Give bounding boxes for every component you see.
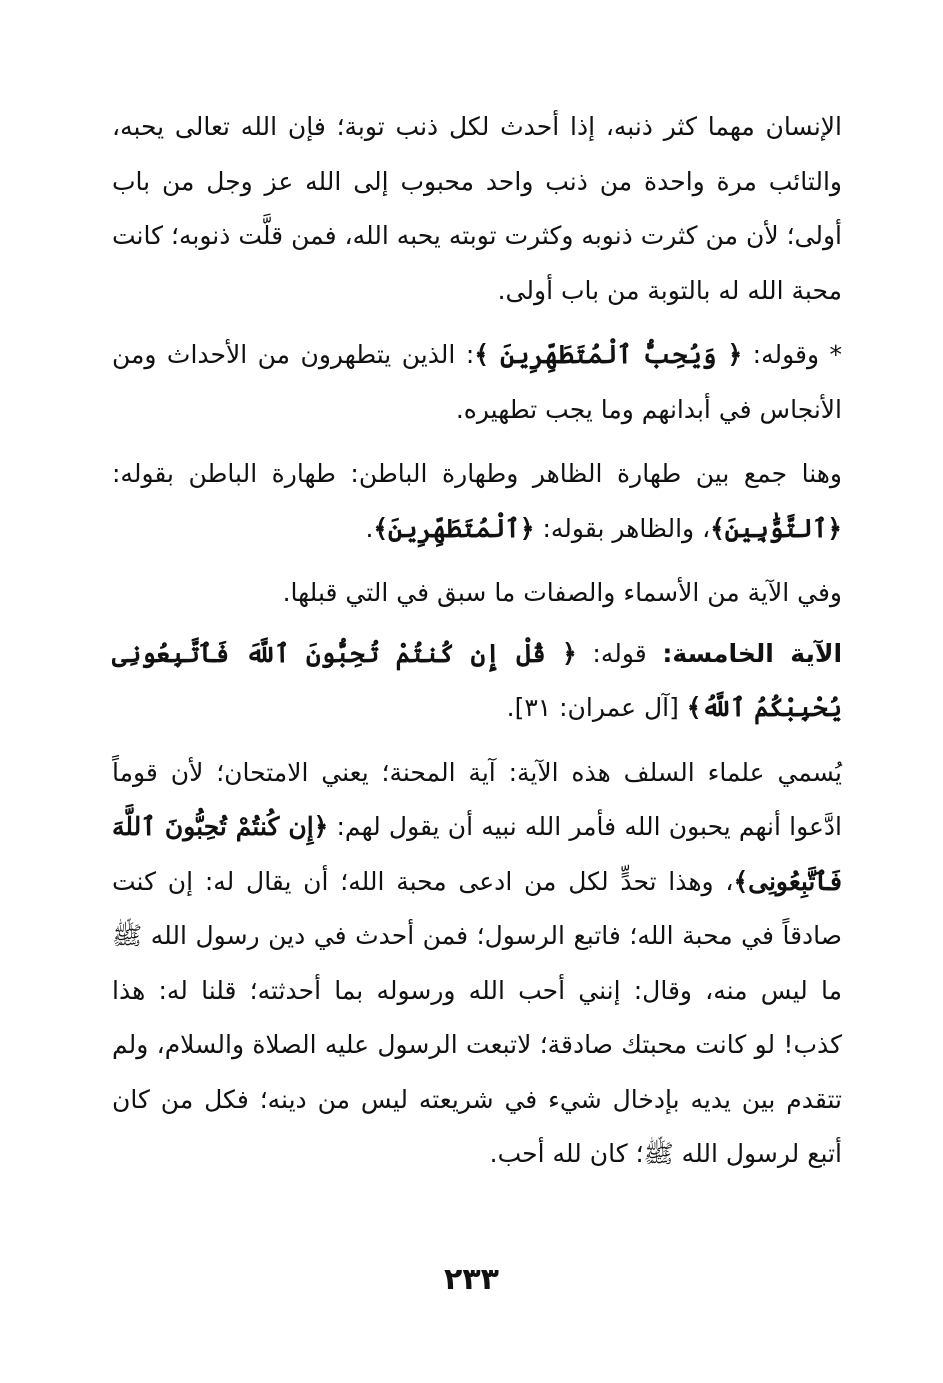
paragraph-5-lead: قوله:: [576, 638, 663, 668]
paragraph-3-middle: ، والظاهر بقوله:: [534, 513, 711, 543]
paragraph-6-lead: يُسمي علماء السلف هذه الآية: آية المحنة؛ يعني الامتحان؛ لأن قوماً ادَّعوا أنهم يحبون الله فأمر الله نبيه أن يقول لهم:: [112, 757, 842, 841]
section-heading: الآية الخامسة:: [662, 638, 843, 668]
paragraph-3-lead: وهنا جمع بين طهارة الظاهر وطهارة الباطن: طهارة الباطن بقوله:: [112, 459, 842, 488]
quran-quote: ﴿ٱلْمُتَطَهِّرِينَ﴾: [373, 513, 535, 543]
quran-quote: ﴿ وَيُحِبُّ ٱلْمُتَطَهِّرِينَ ﴾: [474, 340, 743, 369]
paragraph-2-rest: : الذين يتطهرون من الأحداث ومن الأنجاس في أبدانهم وما يجب تطهيره.: [112, 340, 842, 424]
paragraph-6: [112, 746, 842, 1182]
verse-citation: [آل عمران: ٣١].: [506, 693, 687, 722]
quran-quote: ﴿إِن كُنتُمْ تُحِبُّونَ ٱللَّهَ فَٱتَّبِعُونِى﴾: [112, 812, 842, 896]
paragraph-5: [112, 627, 842, 736]
paragraph-6-rest: ، وهذا تحدٍّ لكل من ادعى محبة الله؛ أن يقال له: إن كنت صادقاً في محبة الله؛ فاتبع الرسول؛ فمن أحدث في دين رسول الله ﷺ ما ليس منه، وقال: إنني أحب الله ورسوله بما أحدثته؛ قلنا له: هذا كذب! لو كانت محبتك صادقة؛ لاتبعت الرسول عليه الصلاة والسلام، ولم تتقدم بين يديه بإدخال شيء في شريعته ليس من دينه؛ فكل من كان أتبع لرسول الله ﷺ؛ كان لله أحب.: [112, 866, 842, 1168]
paragraph-2: [112, 328, 842, 437]
paragraph-1: [112, 100, 842, 318]
paragraph-3-end: .: [365, 513, 374, 543]
paragraph-4: [112, 566, 842, 621]
paragraph-3: [112, 447, 842, 556]
paragraph-4-text: وفي الآية من الأسماء والصفات ما سبق في التي قبلها.: [282, 578, 842, 607]
page-number: ٢٣٣: [444, 1262, 499, 1297]
quran-quote: ﴿ قُلْ إِن كُنتُمْ تُحِبُّونَ ٱللَّهَ فَٱتَّبِعُونِى يُحْبِبْكُمُ ٱللَّهُ﴾: [112, 638, 842, 722]
quran-quote: ﴿ٱلتَّوَّٰبِينَ﴾: [710, 513, 842, 543]
paragraph-1-text: الإنسان مهما كثر ذنبه، إذا أحدث لكل ذنب توبة؛ فإن الله تعالى يحبه، والتائب مرة واحدة من ذنب واحد محبوب إلى الله عز وجل من باب أولى؛ لأن من كثرت ذنوبه وكثرت توبته يحبه الله، فمن قلَّت ذنوبه؛ كانت محبة الله له بالتوبة من باب أولى.: [112, 112, 842, 305]
document-page: [112, 100, 842, 1192]
paragraph-2-lead: * وقوله:: [742, 340, 842, 369]
